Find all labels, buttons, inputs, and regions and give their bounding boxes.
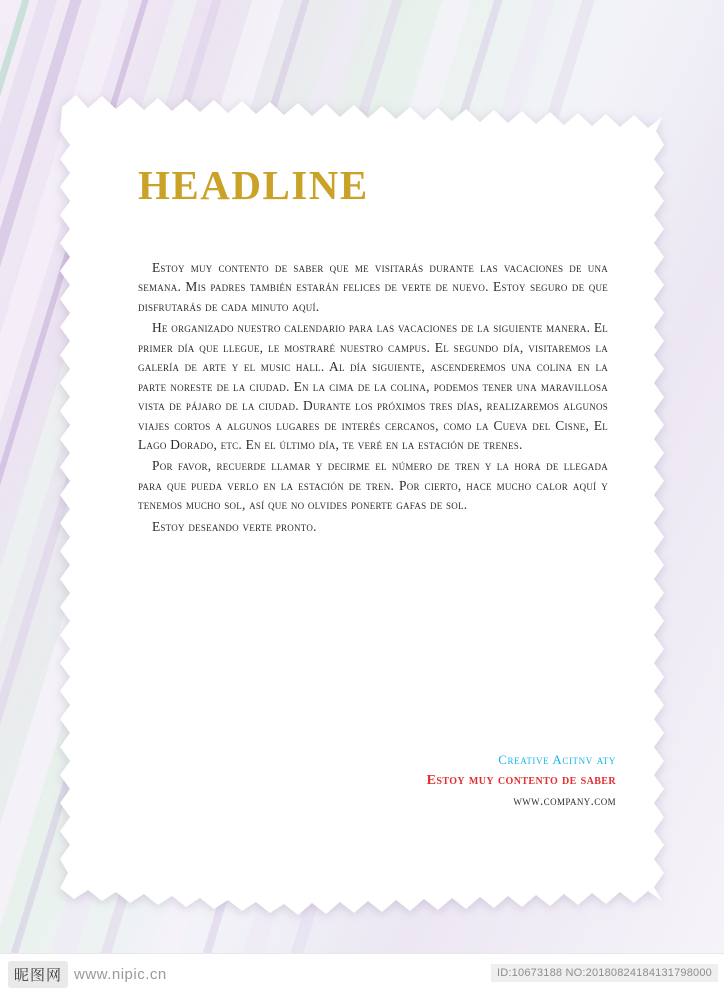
- letter-body: [138, 258, 608, 536]
- watermark-branding: [8, 961, 167, 988]
- paragraph-2: He organizado nuestro calendario para las vacaciones de la siguiente manera. El primer día que llegue, le mostraré nuestro campus. El segundo día, visitaremos la galería de arte y el music hall. Al día siguiente, ascenderemos una colina en la parte noreste de la ciudad. En la cima de la colina, podemos tener una maravillosa vista de pájaro de la ciudad. Durante los próximos tres días, realizaremos algunos viajes cortos a algunos lugares de interés cercanos, como la Cueva del Cisne, El Lago Dorado, etc. En el último día, te veré en la estación de trenes.: [138, 320, 608, 452]
- contact-footer: [286, 750, 616, 810]
- footer-website[interactable]: www.company.com: [513, 792, 616, 808]
- paragraph-1: Estoy muy contento de saber que me visitarás durante las vacaciones de una semana. Mis padres también estarán felices de verte de nuevo. Estoy seguro de que disfrutarás de cada minuto aquí.: [138, 260, 608, 314]
- paper-text-content: [138, 162, 608, 538]
- watermark-bar: [0, 953, 724, 994]
- paragraph-4: Estoy deseando verte pronto.: [152, 518, 317, 534]
- watermark-id: ID:10673188 NO:20180824184131798000: [491, 964, 718, 982]
- footer-tagline: Creative Acitnv aty: [498, 752, 616, 767]
- paragraph-3: Por favor, recuerde llamar y decirme el número de tren y la hora de llegada para que pueda verlo en la estación de tren. Por cierto, hace mucho calor aquí y tenemos mucho sol, así que no olvides ponerte gafas de sol.: [138, 458, 608, 513]
- nipic-logo-icon: 昵图网: [8, 961, 68, 988]
- watermark-url: www.nipic.cn: [74, 966, 167, 983]
- page-title: HEADLINE: [138, 162, 369, 208]
- torn-paper-card: [58, 95, 668, 915]
- footer-subtitle: Estoy muy contento de saber: [426, 772, 616, 788]
